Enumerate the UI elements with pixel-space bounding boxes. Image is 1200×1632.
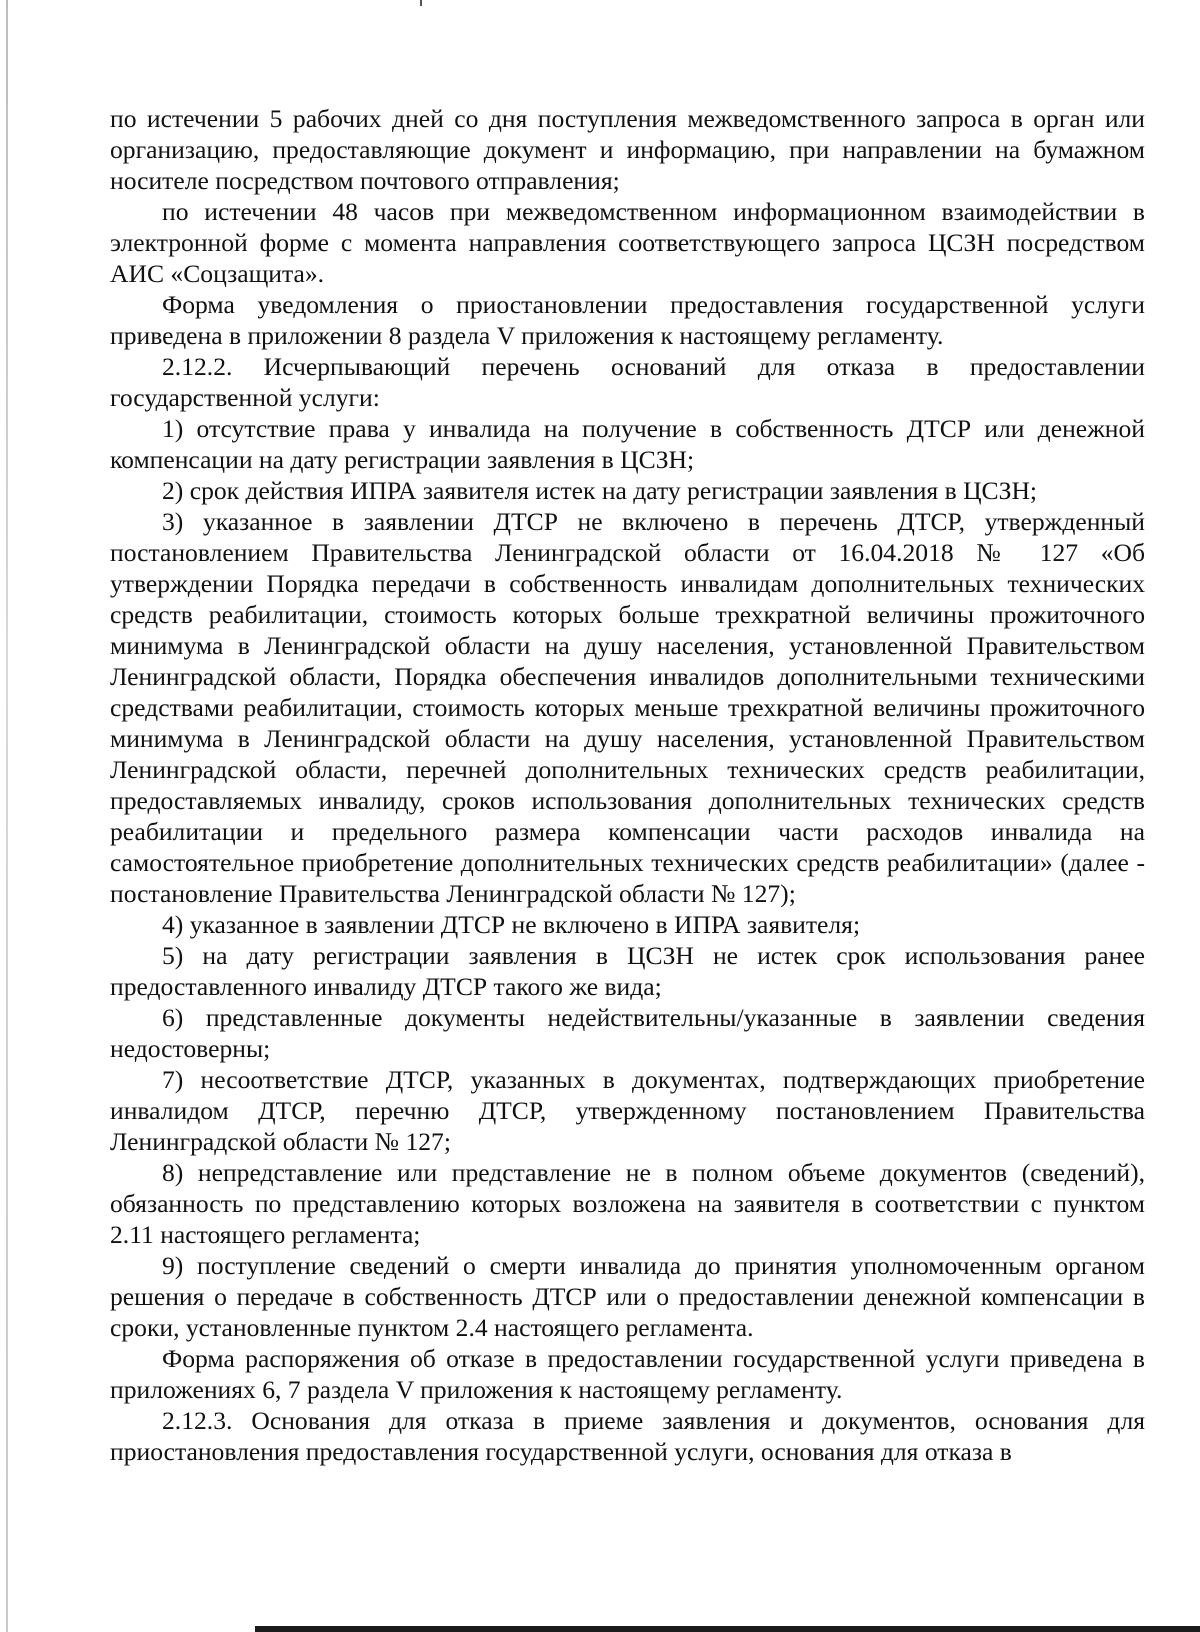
list-item: 5) на дату регистрации заявления в ЦСЗН не истек срок использования ранее предоставленного инвалиду ДТСР такого же вида; [110,941,1145,1001]
scan-top-mark [420,0,422,6]
list-item: 8) непредставление или представление не в полном объеме документов (сведений), обязанность по представлению которых возложена на заявителя в соответствии с пунктом 2.11 настоящего регламента; [110,1158,1145,1249]
list-item: 2) срок действия ИПРА заявителя истек на дату регистрации заявления в ЦСЗН; [162,476,1038,505]
paragraph: 2.12.3. Основания для отказа в приеме заявления и документов, основания для приостановления предоставления государственной услуги, основания для отказа в [110,1406,1145,1466]
list-item: 1) отсутствие права у инвалида на получение в собственность ДТСР или денежной компенсации на дату регистрации заявления в ЦСЗН; [110,414,1145,474]
list-item: 7) несоответствие ДТСР, указанных в документах, подтверждающих приобретение инвалидом ДТСР, перечню ДТСР, утвержденному постановлением Правительства Ленинградской области № 127; [110,1065,1145,1156]
paragraph: Форма распоряжения об отказе в предоставлении государственной услуги приведена в приложениях 6, 7 раздела V приложения к настоящему регламенту. [110,1344,1145,1404]
paragraph: 2.12.2. Исчерпывающий перечень оснований для отказа в предоставлении государственной услуги: [110,352,1145,412]
list-item: 3) указанное в заявлении ДТСР не включено в перечень ДТСР, утвержденный постановлением Правительства Ленинградской области от 16.04.2018 № 127 «Об утверждении Порядка передачи в собственность инвалидам дополнительных технических средств реабилитации, стоимость которых больше трехкратной величины прожиточного минимума в Ленинградской области на душу населения, установленной Правительством Ленинградской области, Порядка обеспечения инвалидов дополнительными техническими средствами реабилитации, стоимость которых меньше трехкратной величины прожиточного минимума в Ленинградской области на душу населения, установленной Правительством Ленинградской области, перечней дополнительных технических средств реабилитации, предоставляемых инвалиду, сроков использования дополнительных технических средств реабилитации и предельного размера компенсации части расходов инвалида на самостоятельное приобретение дополнительных технических средств реабилитации» (далее - постановление Правительства Ленинградской области № 127); [110,507,1145,908]
paragraph: Форма уведомления о приостановлении предоставления государственной услуги приведена в приложении 8 раздела V приложения к настоящему регламенту. [110,290,1145,350]
list-item: 9) поступление сведений о смерти инвалида до принятия уполномоченным органом решения о передаче в собственность ДТСР или о предоставлении денежной компенсации в сроки, установленные пунктом 2.4 настоящего регламента. [110,1251,1145,1342]
list-item: 4) указанное в заявлении ДТСР не включено в ИПРА заявителя; [162,910,861,939]
document-body [110,103,1145,1467]
scan-bottom-edge [255,1626,1200,1632]
scan-left-edge [6,0,8,1632]
list-item: 6) представленные документы недействительны/указанные в заявлении сведения недостоверны; [110,1003,1145,1063]
paragraph: по истечении 48 часов при межведомственном информационном взаимодействии в электронной форме с момента направления соответствующего запроса ЦСЗН посредством АИС «Соцзащита». [110,197,1145,288]
paragraph: по истечении 5 рабочих дней со дня поступления межведомственного запроса в орган или организацию, предоставляющие документ и информацию, при направлении на бумажном носителе посредством почтового отправления; [110,104,1145,195]
